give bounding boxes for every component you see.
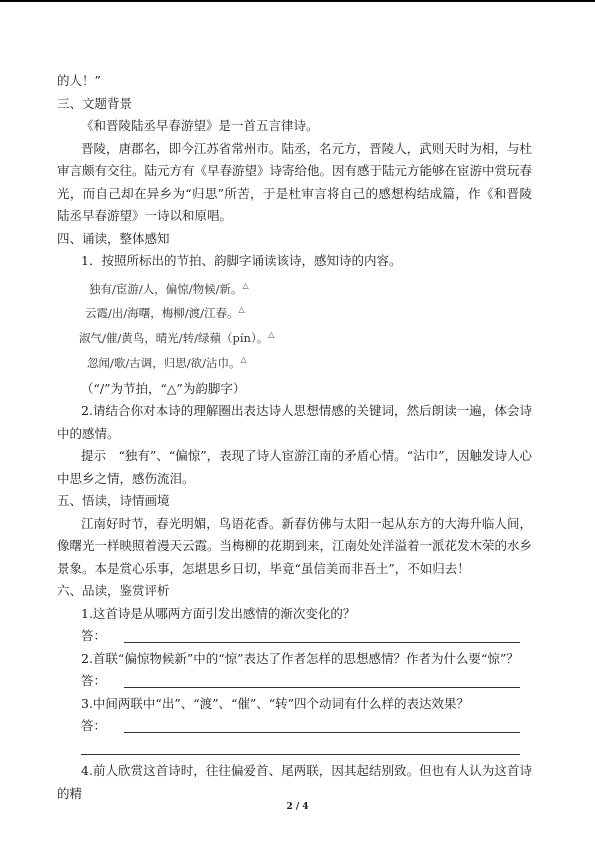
heading-appreciation: 六、品读，鉴赏评析: [57, 583, 170, 599]
page-top-rule: [0, 0, 595, 2]
paragraph: 《和晋陵陆丞早春游望》是一首五言律诗。: [81, 118, 319, 133]
answer-row[interactable]: [57, 625, 532, 648]
legend-note: （“/”为节拍，“△”为韵脚字）: [81, 380, 246, 396]
answer-row[interactable]: [57, 715, 532, 738]
answer-row[interactable]: [57, 670, 532, 693]
answer-line[interactable]: [124, 642, 520, 643]
poem-line: 忽闻/歌/古调，归思/欲/沾巾。△: [87, 354, 247, 370]
answer-label: 答：: [81, 628, 107, 644]
answer-label: 答：: [81, 718, 107, 734]
poem-line: 云霞/出/海曙，梅柳/渡/江春。△: [85, 305, 245, 321]
question: 2.请结合你对本诗的理解圈出表达诗人思想情感的关键词，然后朗读一遍，体会诗中的感情。: [57, 403, 532, 441]
answer-line[interactable]: [124, 732, 520, 733]
rhyme-mark: △: [238, 305, 245, 315]
question: 3.中间两联中“出”、“渡”、“催”、“转”四个动词有什么样的表达效果？: [81, 695, 470, 711]
paragraph: 晋陵，唐郡名，即今江苏省常州市。陆丞，名元方，晋陵人，武则天时为相，与杜审言颇有交往。陆元方有《早春游望》诗寄给他。因有感于陆元方能够在宦游中赏玩春光，而自己却在异乡为“归思”所苦，于是杜审言将自己的感想构结成篇，作《和晋陵陆丞早春游望》一诗以和原唱。: [57, 140, 533, 223]
paragraph-tail: 的人！”: [57, 73, 101, 88]
answer-row-extra[interactable]: [57, 738, 532, 761]
heading-background: 三、文题背景: [57, 95, 133, 111]
document-body: [57, 70, 532, 805]
tip: 提示 “独有”、“偏惊”，表现了诗人宦游江南的矛盾心情。“沾巾”，因触发诗人心中思乡之情，感伤流泪。: [57, 448, 532, 486]
question: 1.这首诗是从哪两方面引发出感情的渐次变化的？: [81, 605, 356, 621]
question: 4.前人欣赏这首诗时，往往偏爱首、尾两联，因其起结别致。但也有人认为这首诗的精: [57, 763, 532, 801]
page-number: 2 / 4: [286, 802, 309, 812]
answer-line[interactable]: [81, 754, 520, 755]
heading-imagery: 五、悟读，诗情画境: [57, 493, 170, 509]
question: 1．按照所标出的节拍、韵脚字诵读该诗，感知诗的内容。: [81, 253, 402, 268]
rhyme-mark: △: [240, 354, 247, 364]
annotated-poem: [79, 275, 532, 374]
poem-line: 淑气/催/黄鸟，晴光/转/绿蘋（pín）。△: [79, 330, 275, 345]
answer-label: 答：: [81, 673, 107, 689]
poem-line: 独有/宦游/人，偏惊/物候/新。△: [89, 280, 249, 296]
rhyme-mark: △: [242, 280, 249, 290]
paragraph: 江南好时节，春光明媚，鸟语花香。新春仿佛与太阳一起从东方的大海升临人间，像曙光一样映照着漫天云霞。当梅柳的花期到来，江南处处洋溢着一派花发木荣的水乡景象。本是赏心乐事，怎堪思乡日切，毕竟“虽信美而非吾土”，不如归去！: [57, 515, 533, 576]
question: 2.首联“偏惊物候新”中的“惊”表达了作者怎样的思想感情？作者为什么要“惊”？: [81, 650, 519, 666]
rhyme-mark: △: [268, 330, 275, 340]
heading-recite: 四、诵读，整体感知: [57, 230, 170, 246]
answer-line[interactable]: [124, 687, 520, 688]
